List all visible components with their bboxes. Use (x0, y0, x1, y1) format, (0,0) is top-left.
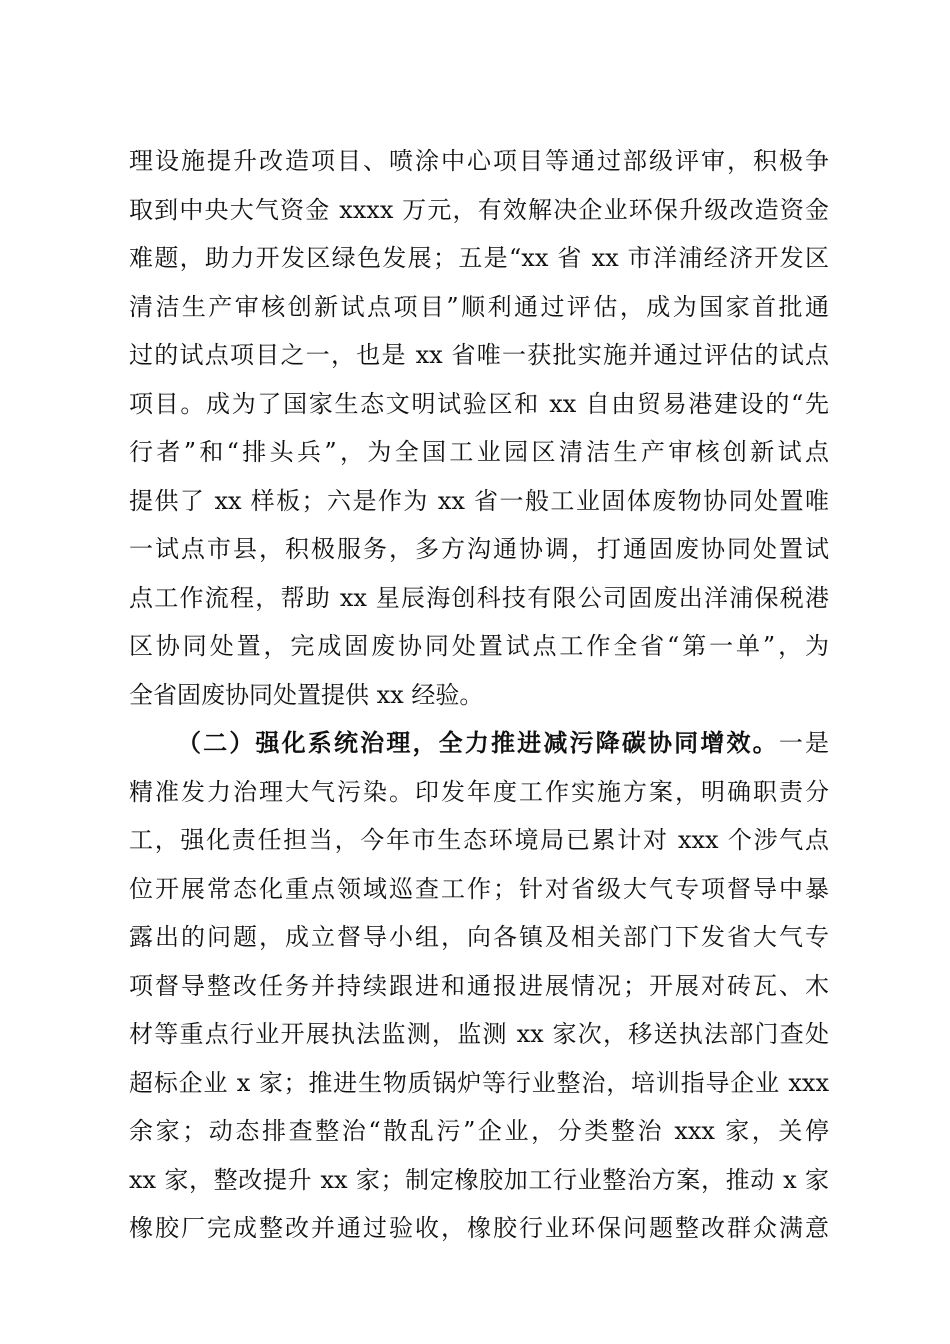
paragraph-1 (129, 141, 829, 723)
paragraph-line: 超标企业 x 家；推进生物质锅炉等行业整治，培训指导企业 xxx (129, 1068, 829, 1097)
paragraph-line: 行者”和“排头兵”，为全国工业园区清洁生产审核创新试点 (129, 438, 829, 466)
paragraph-line: 全省固废协同处置提供 xx 经验。 (129, 680, 484, 709)
document-body (129, 141, 829, 1257)
section-heading: （二）强化系统治理，全力推进减污降碳协同增效。 (177, 728, 779, 757)
paragraph-line: 位开展常态化重点领域巡查工作；针对省级大气专项督导中暴 (129, 874, 829, 903)
paragraph-line: 橡胶厂完成整改并通过验收，橡胶行业环保问题整改群众满意 (129, 1214, 829, 1242)
heading-line-continuation: 一是 (778, 729, 830, 757)
section-heading-line (129, 723, 829, 772)
paragraph-line: 清洁生产审核创新试点项目”顺利通过评估，成为国家首批通 (129, 292, 829, 321)
paragraph-line: 项目。成为了国家生态文明试验区和 xx 自由贸易港建设的“先 (129, 389, 829, 418)
paragraph-line: 工，强化责任担当，今年市生态环境局已累计对 xxx 个涉气点 (129, 826, 829, 854)
paragraph-line: 难题，助力开发区绿色发展；五是“xx 省 xx 市洋浦经济开发区 (129, 244, 829, 272)
paragraph-line: 余家；动态排查整治“散乱污”企业，分类整治 xxx 家，关停 (129, 1117, 829, 1145)
paragraph-line: 区协同处置，完成固废协同处置试点工作全省“第一单”，为 (129, 632, 829, 660)
paragraph-line: 取到中央大气资金 xxxx 万元，有效解决企业环保升级改造资金 (129, 195, 829, 224)
paragraph-line: 理设施提升改造项目、喷涂中心项目等通过部级评审，积极争 (129, 147, 829, 175)
paragraph-2 (129, 723, 829, 1257)
paragraph-line: 精准发力治理大气污染。印发年度工作实施方案，明确职责分 (129, 777, 829, 806)
paragraph-line: xx 家，整改提升 xx 家；制定橡胶加工行业整治方案，推动 x 家 (129, 1165, 829, 1194)
paragraph-line: 点工作流程，帮助 xx 星辰海创科技有限公司固废出洋浦保税港 (129, 583, 829, 612)
paragraph-line: 过的试点项目之一，也是 xx 省唯一获批实施并通过评估的试点 (129, 341, 829, 369)
paragraph-line: 提供了 xx 样板；六是作为 xx 省一般工业固体废物协同处置唯 (129, 486, 829, 515)
paragraph-line: 材等重点行业开展执法监测，监测 xx 家次，移送执法部门查处 (129, 1020, 829, 1048)
paragraph-line: 露出的问题，成立督导小组，向各镇及相关部门下发省大气专 (129, 923, 829, 951)
paragraph-line: 项督导整改任务并持续跟进和通报进展情况；开展对砖瓦、木 (129, 971, 829, 1000)
paragraph-line: 一试点市县，积极服务，多方沟通协调，打通固废协同处置试 (129, 535, 829, 563)
